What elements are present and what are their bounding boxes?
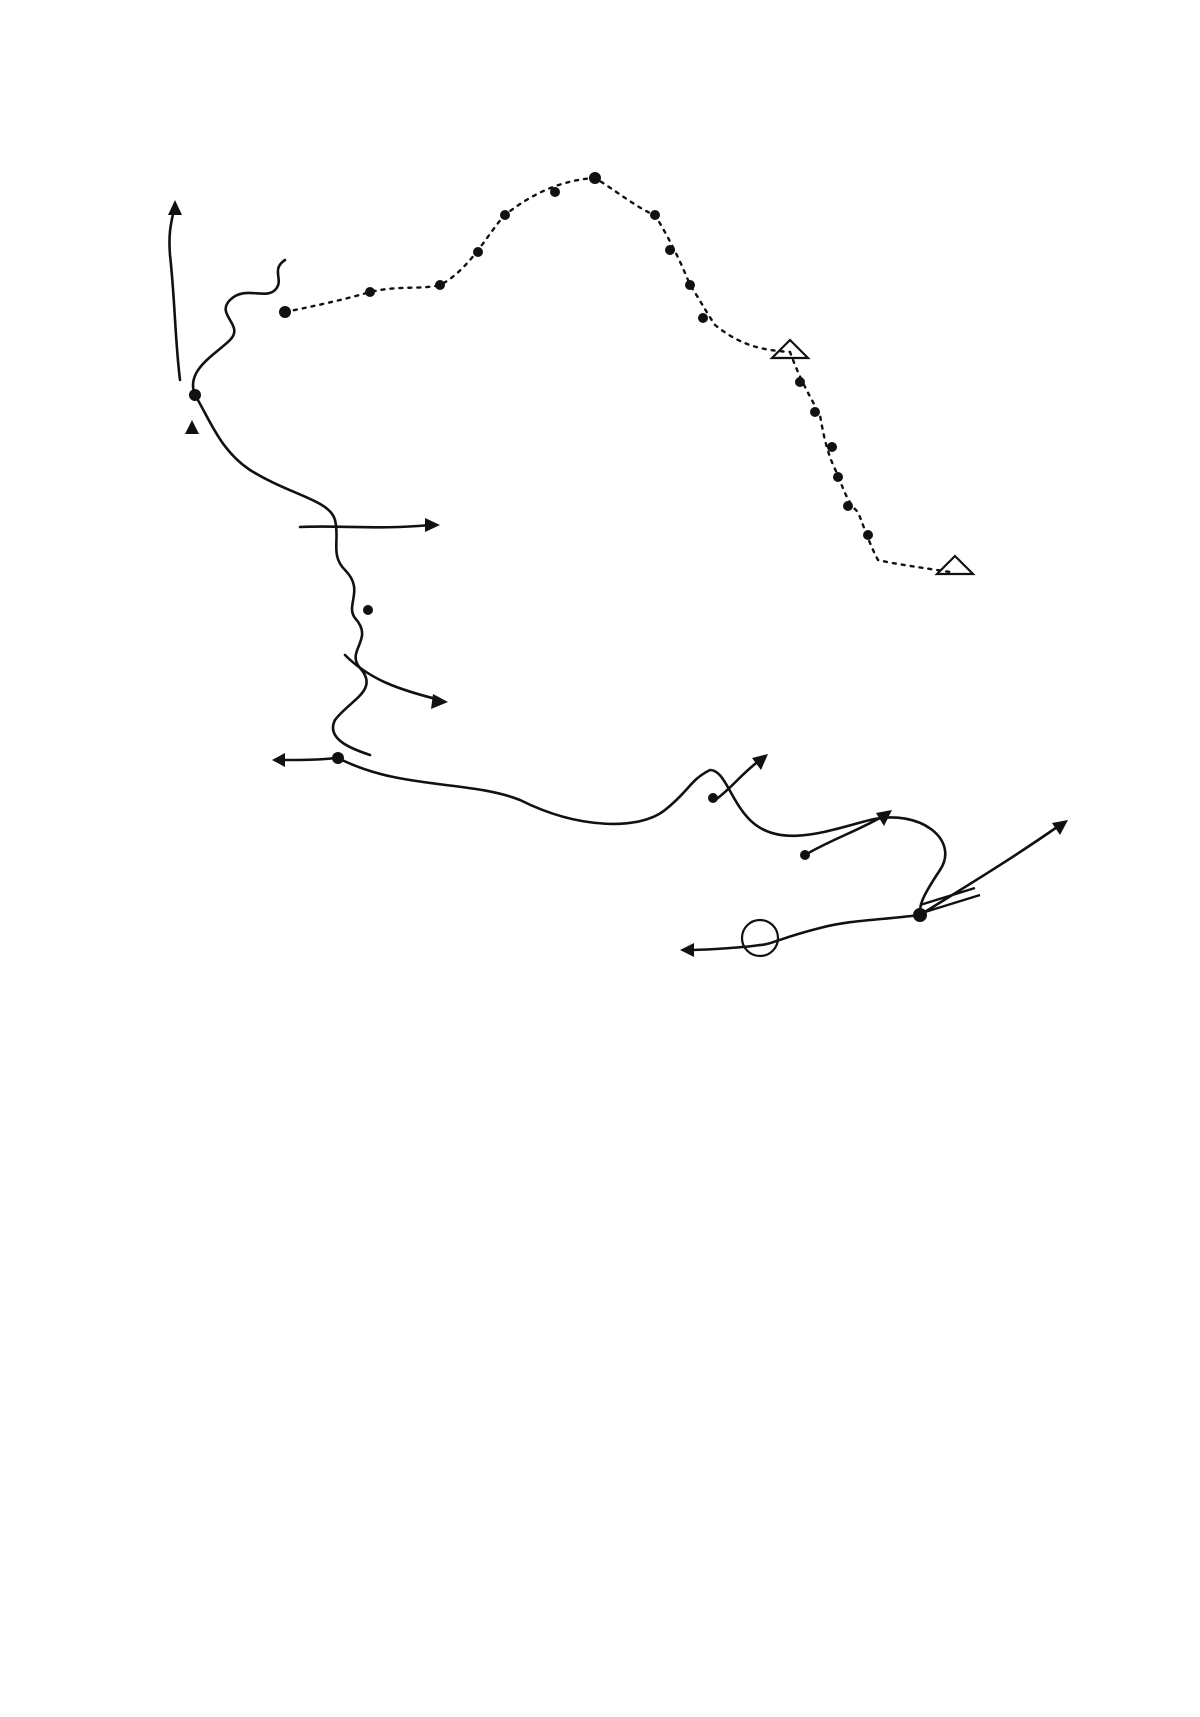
pin-chashan xyxy=(332,752,344,764)
peak-shichang-icon xyxy=(937,556,973,574)
branch-zhuowu xyxy=(715,760,760,800)
branch-yuda xyxy=(805,815,885,855)
road-from-bridge xyxy=(760,915,920,945)
pin-into-bamboo-2 xyxy=(650,210,660,220)
arrow-zhuowu xyxy=(752,754,768,770)
branch-houbaya xyxy=(300,525,430,527)
pin-waist xyxy=(589,172,601,184)
pin-1415 xyxy=(843,501,853,511)
route-21-icon xyxy=(742,920,778,956)
hiking-trail xyxy=(285,178,950,572)
branch-jiaxian xyxy=(690,945,760,950)
pin-1408 xyxy=(827,442,837,452)
pin-57k xyxy=(800,850,810,860)
main-road xyxy=(195,395,370,755)
pin-mixed xyxy=(435,280,445,290)
arrow-alishan xyxy=(431,694,448,709)
pin-trailhead xyxy=(279,306,291,318)
pin-2051 xyxy=(913,908,927,922)
pin-1410 xyxy=(833,472,843,482)
arrow-entrance xyxy=(185,420,199,434)
pin-13k xyxy=(708,793,718,803)
pin-stone xyxy=(500,210,510,220)
pin-xinmei xyxy=(363,605,373,615)
branch-dapu xyxy=(280,758,335,760)
pin-rockwall xyxy=(698,313,708,323)
arrow-dapu xyxy=(272,753,285,767)
pin-into-bamboo-3 xyxy=(863,530,873,540)
road-to-trailhead xyxy=(193,260,285,395)
pin-out-bamboo-3 xyxy=(665,245,675,255)
pin-bucket xyxy=(473,247,483,257)
pin-out-bamboo-2 xyxy=(550,187,560,197)
pin-entrance xyxy=(189,389,201,401)
arrow-jiaxian xyxy=(680,943,694,957)
arrow-houbaya xyxy=(425,518,440,532)
pin-broadleaf xyxy=(810,407,820,417)
lower-road xyxy=(338,758,945,915)
branch-alishan xyxy=(345,655,440,700)
pin-out-bamboo-1 xyxy=(365,287,375,297)
pin-1381 xyxy=(795,377,805,387)
road-to-meidaer xyxy=(169,205,180,380)
pin-ridge xyxy=(685,280,695,290)
arrow-meidaer xyxy=(168,200,182,215)
